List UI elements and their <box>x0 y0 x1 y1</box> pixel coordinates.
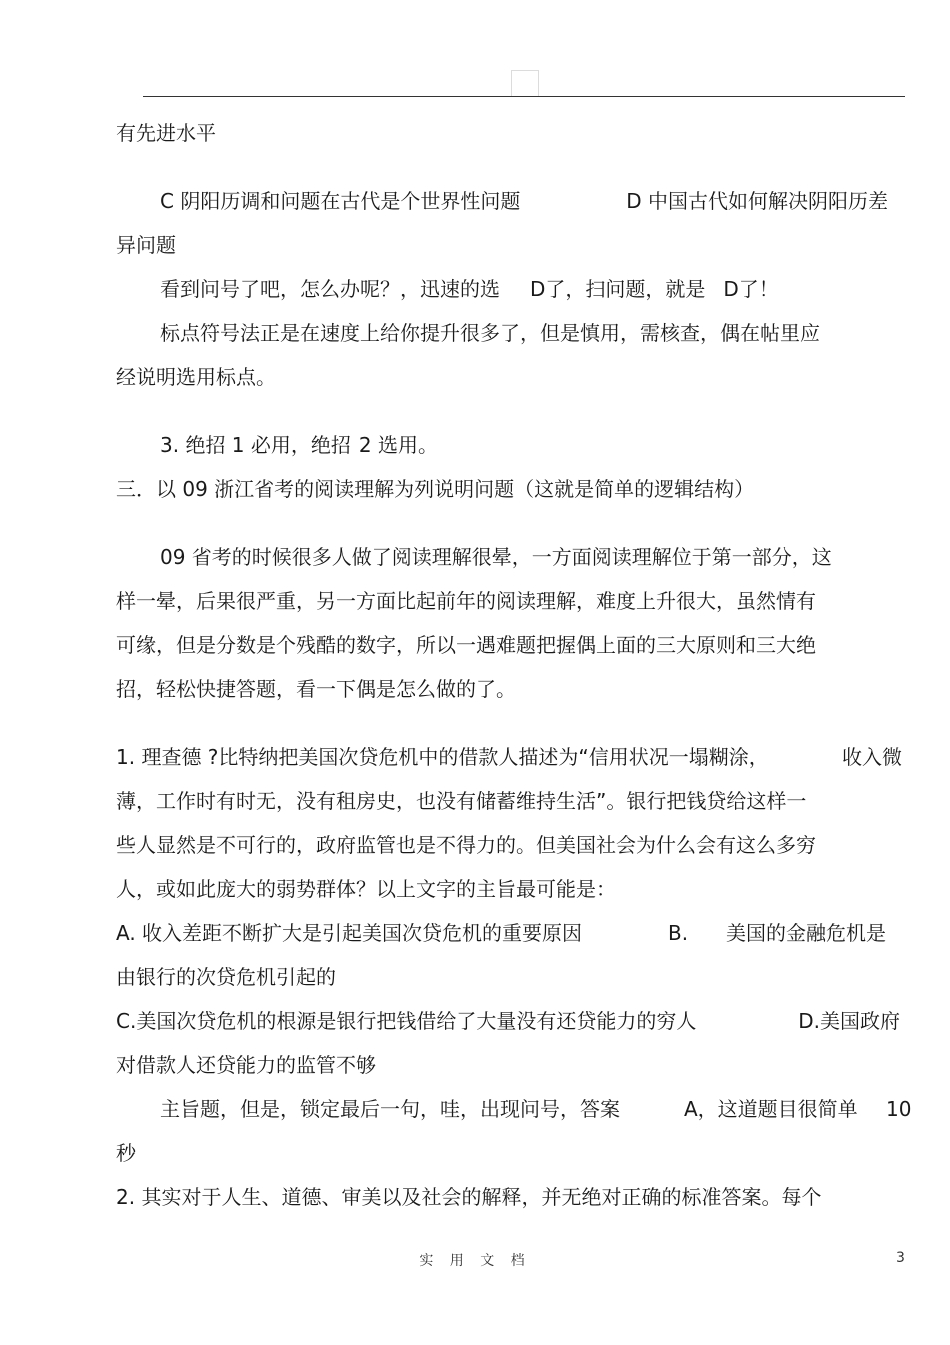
text-line: 标点符号法正是在速度上给你提升很多了，但是慎用，需核查，偶在帖里应 <box>160 321 820 345</box>
text-line: 薄，工作时有时无，没有租房史，也没有储蓄维持生活”。银行把钱贷给这样一 <box>116 789 807 813</box>
answer-line: 主旨题，但是，锁定最后一句，哇，出现问号，答案 A，这道题目很简单 10 <box>160 1097 912 1121</box>
option-a: A. 收入差距不断扩大是引起美国次贷危机的重要原因 <box>116 921 583 945</box>
text-line: 可缘，但是分数是个残酷的数字，所以一遇难题把握偶上面的三大原则和三大绝 <box>116 633 816 657</box>
option-line <box>160 188 888 214</box>
option-c: C.美国次贷危机的根源是银行把钱借给了大量没有还贷能力的穷人 <box>116 1009 697 1033</box>
header-rule <box>143 96 905 97</box>
text-line: 秒 <box>116 1141 136 1165</box>
option-line <box>116 1008 900 1034</box>
text-line: 对借款人还贷能力的监管不够 <box>116 1053 376 1077</box>
text-line: 由银行的次贷危机引起的 <box>116 965 336 989</box>
text-line: 看到问号了吧，怎么办呢？，迅速的选 D了，扫问题，就是 D了！ <box>160 277 779 301</box>
question-2: 2. 其实对于人生、道德、审美以及社会的解释，并无绝对正确的标准答案。每个 <box>116 1185 822 1209</box>
header-mark <box>511 70 539 97</box>
section-heading: 三．以 09 浙江省考的阅读理解为列说明问题（这就是简单的逻辑结构） <box>116 477 755 501</box>
text-line: 人，或如此庞大的弱势群体？以上文字的主旨最可能是： <box>116 877 616 901</box>
text-line: 样一晕，后果很严重，另一方面比起前年的阅读理解，难度上升很大，虽然情有 <box>116 589 816 613</box>
footer-label: 实 用 文 档 <box>419 1253 531 1269</box>
text-line: 异问题 <box>116 233 176 257</box>
option-c: C 阴阳历调和问题在古代是个世界性问题 <box>160 189 521 213</box>
text-line: 经说明选用标点。 <box>116 365 276 389</box>
text-line: 些人显然是不可行的，政府监管也是不得力的。但美国社会为什么会有这么多穷 <box>116 833 816 857</box>
option-d: D 中国古代如何解决阴阳历差 <box>626 189 888 213</box>
question-1: 1. 理查德 ?比特纳把美国次贷危机中的借款人描述为“信用状况一塌糊涂， 收入微 <box>116 745 902 769</box>
option-line <box>116 920 896 946</box>
text-line: 3. 绝招 1 必用，绝招 2 选用。 <box>160 433 438 457</box>
text-line: 有先进水平 <box>116 121 216 145</box>
text-line: 招，轻松快捷答题，看一下偶是怎么做的了。 <box>116 677 516 701</box>
text-line: 09 省考的时候很多人做了阅读理解很晕，一方面阅读理解位于第一部分，这 <box>160 545 832 569</box>
page-number: 3 <box>896 1250 905 1266</box>
option-d: D.美国政府 <box>798 1009 900 1033</box>
option-b-letter: B. <box>668 921 689 945</box>
option-b: 美国的金融危机是 <box>726 921 886 945</box>
